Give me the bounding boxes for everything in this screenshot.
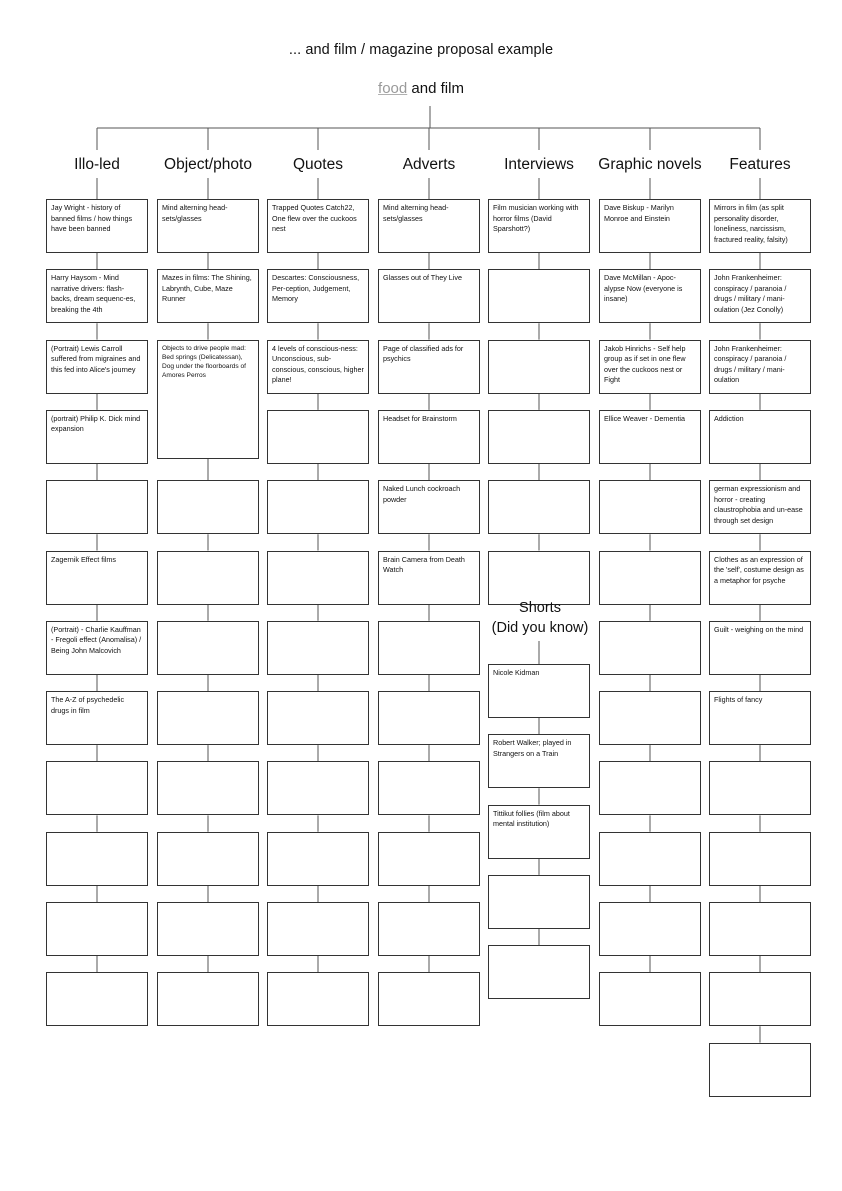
shorts-subheading: Shorts (Did you know): [491, 600, 589, 637]
object-photo-card[interactable]: [157, 832, 259, 886]
features-card[interactable]: [709, 832, 811, 886]
features-card[interactable]: John Frankenheimer: conspiracy / paranoia / drugs / military / mani-oulation (Jez Conolly): [709, 269, 811, 323]
graphic-novels-card[interactable]: [599, 480, 701, 534]
features-card[interactable]: Clothes as an expression of the 'self', costume design as a metaphor for psyche: [709, 551, 811, 605]
illo-led-card[interactable]: (portrait) Philip K. Dick mind expansion: [46, 410, 148, 464]
features-card[interactable]: Mirrors in film (as split personality disorder, loneliness, narcissism, fractured reality, falsity): [709, 199, 811, 253]
interviews-card[interactable]: [488, 410, 590, 464]
adverts-card[interactable]: Naked Lunch cockroach powder: [378, 480, 480, 534]
illo-led-card[interactable]: Zagernik Effect films: [46, 551, 148, 605]
shorts-card[interactable]: Nicole Kidman: [488, 664, 590, 718]
shorts-card[interactable]: [488, 945, 590, 999]
features-card[interactable]: Guilt - weighing on the mind: [709, 621, 811, 675]
adverts-card[interactable]: [378, 832, 480, 886]
interviews-card[interactable]: [488, 269, 590, 323]
adverts-card[interactable]: Glasses out of They Live: [378, 269, 480, 323]
illo-led-card[interactable]: The A-Z of psychedelic drugs in film: [46, 691, 148, 745]
interviews-card[interactable]: [488, 551, 590, 605]
graphic-novels-card[interactable]: [599, 972, 701, 1026]
adverts-card[interactable]: Mind alterning head-sets/glasses: [378, 199, 480, 253]
adverts-card[interactable]: Headset for Brainstorm: [378, 410, 480, 464]
adverts-card[interactable]: [378, 972, 480, 1026]
object-photo-card[interactable]: [157, 621, 259, 675]
graphic-novels-card[interactable]: Ellice Weaver - Dementia: [599, 410, 701, 464]
features-card[interactable]: John Frankenheimer: conspiracy / paranoia / drugs / military / mani-oulation: [709, 340, 811, 394]
quotes-card[interactable]: [267, 902, 369, 956]
column-heading-adverts: Adverts: [402, 156, 456, 173]
graphic-novels-card[interactable]: Dave McMillan - Apoc-alypse Now (everyone is insane): [599, 269, 701, 323]
object-photo-card[interactable]: [157, 761, 259, 815]
quotes-card[interactable]: [267, 832, 369, 886]
adverts-card[interactable]: Brain Camera from Death Watch: [378, 551, 480, 605]
illo-led-card[interactable]: [46, 972, 148, 1026]
page-title: ... and film / magazine proposal example: [288, 42, 554, 58]
object-photo-card[interactable]: [157, 902, 259, 956]
illo-led-card[interactable]: [46, 832, 148, 886]
features-card[interactable]: german expressionism and horror - creating claustrophobia and un-ease through set design: [709, 480, 811, 534]
object-photo-card[interactable]: [157, 551, 259, 605]
column-heading-object-photo: Object/photo: [164, 156, 252, 173]
quotes-card[interactable]: [267, 972, 369, 1026]
object-photo-card[interactable]: [157, 691, 259, 745]
features-card[interactable]: [709, 972, 811, 1026]
interviews-card[interactable]: [488, 340, 590, 394]
object-photo-card[interactable]: [157, 480, 259, 534]
quotes-card[interactable]: [267, 480, 369, 534]
features-card[interactable]: Addiction: [709, 410, 811, 464]
root-label-highlight: food: [378, 80, 408, 97]
quotes-card[interactable]: Descartes: Consciousness, Per-ception, Judgement, Memory: [267, 269, 369, 323]
graphic-novels-card[interactable]: [599, 551, 701, 605]
adverts-card[interactable]: [378, 691, 480, 745]
features-card[interactable]: Flights of fancy: [709, 691, 811, 745]
graphic-novels-card[interactable]: [599, 691, 701, 745]
adverts-card[interactable]: [378, 902, 480, 956]
object-photo-card[interactable]: Mind alterning head-sets/glasses: [157, 199, 259, 253]
shorts-card[interactable]: Tittikut follies (film about mental institution): [488, 805, 590, 859]
column-heading-quotes: Quotes: [293, 156, 343, 173]
graphic-novels-card[interactable]: Dave Biskup - Marilyn Monroe and Einstein: [599, 199, 701, 253]
quotes-card[interactable]: [267, 761, 369, 815]
illo-led-card[interactable]: (Portrait) - Charlie Kauffman - Fregoli effect (Anomalisa) / Being John Malcovich: [46, 621, 148, 675]
shorts-card[interactable]: [488, 875, 590, 929]
graphic-novels-card[interactable]: [599, 832, 701, 886]
illo-led-card[interactable]: [46, 480, 148, 534]
illo-led-card[interactable]: Harry Haysom - Mind narrative drivers: flash-backs, dream sequenc-es, breaking the 4th: [46, 269, 148, 323]
illo-led-card[interactable]: Jay Wright - history of banned films / how things have been banned: [46, 199, 148, 253]
illo-led-card[interactable]: [46, 902, 148, 956]
illo-led-card[interactable]: [46, 761, 148, 815]
quotes-card[interactable]: [267, 691, 369, 745]
features-card[interactable]: [709, 761, 811, 815]
shorts-card[interactable]: Robert Walker; played in Strangers on a Train: [488, 734, 590, 788]
quotes-card[interactable]: [267, 410, 369, 464]
quotes-card[interactable]: Trapped Quotes Catch22, One flew over the cuckoos nest: [267, 199, 369, 253]
adverts-card[interactable]: [378, 621, 480, 675]
interviews-card[interactable]: Film musician working with horror films (David Sparshott?): [488, 199, 590, 253]
column-heading-features: Features: [729, 156, 791, 173]
adverts-card[interactable]: Page of classified ads for psychics: [378, 340, 480, 394]
adverts-card[interactable]: [378, 761, 480, 815]
quotes-card[interactable]: [267, 621, 369, 675]
features-card[interactable]: [709, 1043, 811, 1097]
illo-led-card[interactable]: (Portrait) Lewis Carroll suffered from migraines and this fed into Alice's journey: [46, 340, 148, 394]
quotes-card[interactable]: [267, 551, 369, 605]
graphic-novels-card[interactable]: [599, 902, 701, 956]
graphic-novels-card[interactable]: Jakob Hinrichs - Self help group as if set in one flew over the cuckoos nest or Fight: [599, 340, 701, 394]
column-heading-interviews: Interviews: [504, 156, 574, 173]
root-label-rest: and film: [407, 80, 464, 97]
interviews-card[interactable]: [488, 480, 590, 534]
column-heading-graphic-novels: Graphic novels: [598, 156, 702, 173]
quotes-card[interactable]: 4 levels of conscious-ness: Unconscious, sub-conscious, conscious, higher plane!: [267, 340, 369, 394]
graphic-novels-card[interactable]: [599, 621, 701, 675]
object-photo-card[interactable]: Objects to drive people mad: Bed springs (Delicatessan), Dog under the floorboards of Amores Perros: [157, 340, 259, 459]
object-photo-card[interactable]: Mazes in films: The Shining, Labrynth, Cube, Maze Runner: [157, 269, 259, 323]
column-heading-illo-led: Illo-led: [74, 156, 120, 173]
features-card[interactable]: [709, 902, 811, 956]
object-photo-card[interactable]: [157, 972, 259, 1026]
graphic-novels-card[interactable]: [599, 761, 701, 815]
